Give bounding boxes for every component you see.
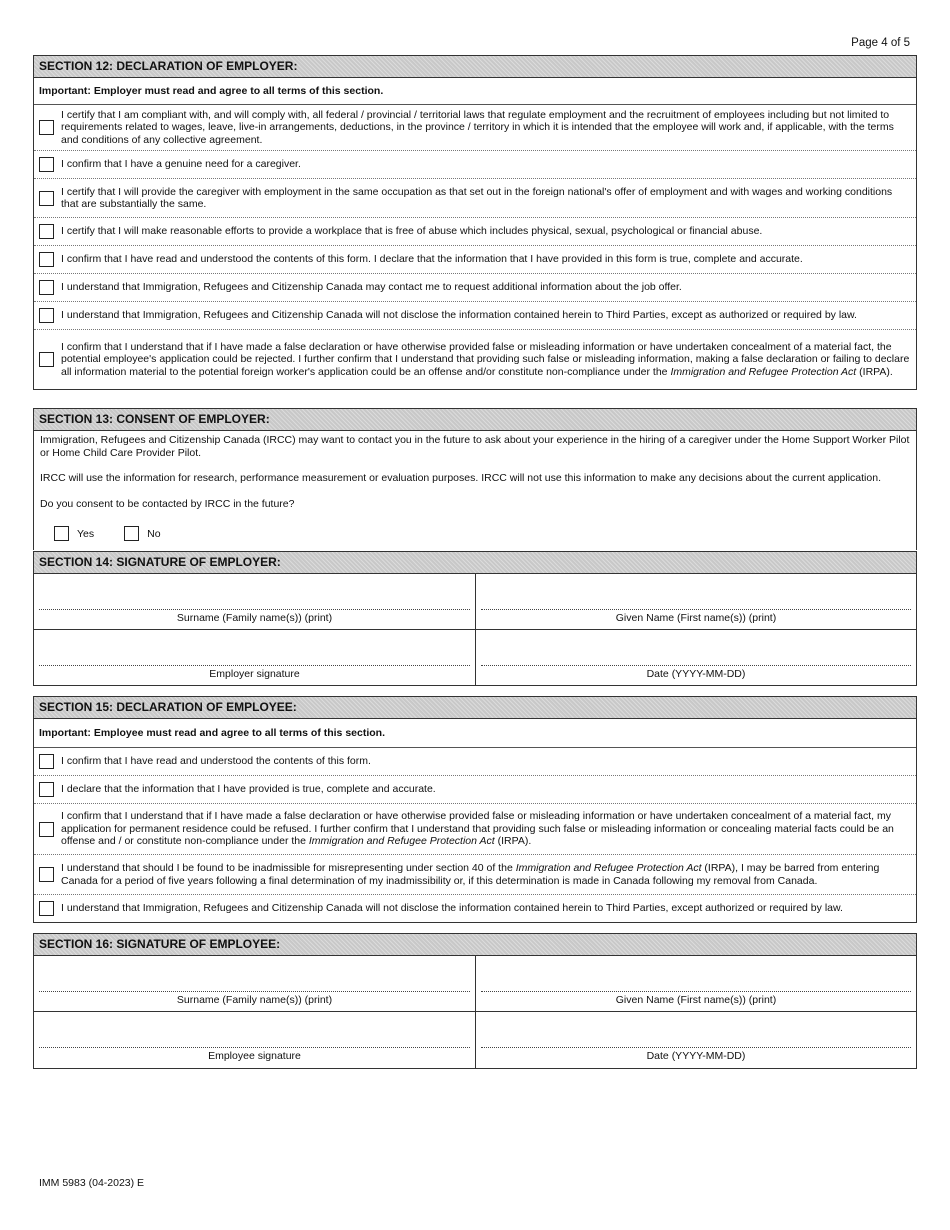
declaration-checkbox[interactable] [39,308,54,323]
section-13-consent-of-employer [33,408,917,550]
declaration-item [34,330,916,389]
employee-signature-label: Employee signature [208,1050,301,1062]
declaration-checkbox[interactable] [39,352,54,367]
act-title: Immigration and Refugee Protection Act [308,835,495,848]
declaration-checkbox[interactable] [39,901,54,916]
section-12-title: SECTION 12: DECLARATION OF EMPLOYER: [34,56,916,78]
declaration-text: I declare that the information that I have provided is true, complete and accurate. [61,783,436,796]
employer-signature-field[interactable] [34,630,476,685]
employer-surname-field[interactable] [34,574,476,630]
declaration-text: I certify that I will make reasonable efforts to provide a workplace that is free of abuse which includes physical, sexual, psychological or financial abuse. [61,225,763,238]
consent-paragraph-1: Immigration, Refugees and Citizenship Canada (IRCC) may want to contact you in the future to ask about your experience in the hiring of a caregiver under the Home Support Worker Pilot or Home Child Care Provider Pilot. [40,434,910,459]
act-title: Immigration and Refugee Protection Act [670,365,857,378]
declaration-item [34,274,916,302]
declaration-checkbox[interactable] [39,252,54,267]
declaration-checkbox[interactable] [39,191,54,206]
declaration-checkbox[interactable] [39,224,54,239]
employer-surname-label: Surname (Family name(s)) (print) [176,612,333,624]
declaration-item [34,895,916,922]
declaration-checkbox[interactable] [39,754,54,769]
declaration-item [34,855,916,895]
section-16-title: SECTION 16: SIGNATURE OF EMPLOYEE: [34,934,916,956]
declaration-checkbox[interactable] [39,157,54,172]
consent-yes-checkbox[interactable] [54,526,69,541]
declaration-checkbox[interactable] [39,120,54,135]
employer-signature-label: Employer signature [209,668,300,680]
employer-given-name-field[interactable] [476,574,916,630]
declaration-text: I understand that Immigration, Refugees and Citizenship Canada will not disclose the information contained herein to Third Parties, except authorized or required by law. [61,902,843,915]
consent-paragraph-2: IRCC will use the information for research, performance measurement or evaluation purposes. IRCC will not use this information to make any decisions about the current application. [40,472,881,484]
declaration-item [34,218,916,246]
declaration-checkbox[interactable] [39,867,54,882]
employee-date-field[interactable] [476,1012,916,1068]
declaration-item [34,105,916,151]
declaration-checkbox[interactable] [39,280,54,295]
declaration-item [34,151,916,179]
section-15-declaration-of-employee [33,696,917,923]
employee-surname-field[interactable] [34,956,476,1012]
declaration-text: I certify that I will provide the caregiver with employment in the same occupation as that set out in the foreign national's offer of employment and with wages and working conditions that are substantially the same. [61,185,893,210]
declaration-text: I confirm that I understand that if I have made a false declaration or have otherwise provided false or misleading information or have undertaken concealment of a material fact, the potential employee's application could be rejected. I further confirm that I understand that providing such false or misleading information, making a false declaration or failing to declare all information material to the potential foreign worker's application could be an offense and/or constitute non-compliance under the Immigration and Refugee Protection Act (IRPA). [61,340,910,378]
declaration-text: I confirm that I have read and understood the contents of this form. I declare that the information that I have provided in this form is true, complete and accurate. [61,253,803,266]
consent-no-checkbox[interactable] [124,526,139,541]
section-14-title: SECTION 14: SIGNATURE OF EMPLOYER: [34,552,916,574]
section-13-title: SECTION 13: CONSENT OF EMPLOYER: [34,409,916,431]
consent-yes-label: Yes [77,527,95,540]
form-code: IMM 5983 (04-2023) E [39,1177,145,1189]
employee-signature-field[interactable] [34,1012,476,1068]
declaration-text: I confirm that I understand that if I have made a false declaration or have otherwise provided false or misleading information or have undertaken concealment of a material fact, my application for permanent residence could be refused. I further confirm that I understand that providing such false or misleading information or concealing material facts could be an offense and / or constitute non-compliance under the Immigration and Refugee Protection Act (IRPA). [61,810,894,848]
consent-options [34,526,916,541]
section-16-signature-of-employee [33,933,917,1069]
employee-given-name-label: Given Name (First name(s)) (print) [615,994,777,1006]
declaration-item [34,302,916,330]
declaration-text: I confirm that I have a genuine need for a caregiver. [61,158,301,171]
consent-no-label: No [147,527,161,540]
section-14-signature-of-employer [33,551,917,686]
declaration-item [34,776,916,804]
consent-question: Do you consent to be contacted by IRCC in the future? [40,497,295,510]
employer-date-field[interactable] [476,630,916,685]
declaration-item [34,804,916,855]
declaration-text: I understand that should I be found to be inadmissible for misrepresenting under section 40 of the Immigration and Refugee Protection Act (IRPA), I may be barred from entering Canada for a period of five years following a final determination of my inadmissibility or, if this determination is made in Canada following my removal from Canada. [61,862,880,887]
section-15-important-note: Important: Employee must read and agree to all terms of this section. [34,719,916,748]
declaration-text: I understand that Immigration, Refugees and Citizenship Canada may contact me to request additional information about the job offer. [61,281,682,294]
employer-given-name-label: Given Name (First name(s)) (print) [615,612,777,624]
employer-date-label: Date (YYYY-MM-DD) [646,668,746,680]
declaration-text: I certify that I am compliant with, and will comply with, all federal / provincial / territorial laws that regulate employment and the recruitment of employees including but not limited to requirements related to wages, leave, live-in arrangements, deductions, in the province / territory in which it is intended that the employee will work and, if applicable, with the terms and conditions of any collective agreement. [61,108,894,146]
declaration-text: I confirm that I have read and understood the contents of this form. [61,755,371,768]
declaration-checkbox[interactable] [39,782,54,797]
page-number: Page 4 of 5 [851,37,910,49]
declaration-item [34,179,916,218]
employee-given-name-field[interactable] [476,956,916,1012]
section-15-title: SECTION 15: DECLARATION OF EMPLOYEE: [34,697,916,719]
declaration-checkbox[interactable] [39,822,54,837]
section-12-important-note: Important: Employer must read and agree to all terms of this section. [34,78,916,105]
employee-date-label: Date (YYYY-MM-DD) [646,1050,746,1062]
declaration-text: I understand that Immigration, Refugees and Citizenship Canada will not disclose the information contained herein to Third Parties, except as authorized or required by law. [61,309,857,322]
declaration-item [34,246,916,274]
declaration-item [34,748,916,776]
act-title: Immigration and Refugee Protection Act [515,862,702,874]
section-12-declaration-of-employer [33,55,917,390]
employee-surname-label: Surname (Family name(s)) (print) [176,994,333,1006]
